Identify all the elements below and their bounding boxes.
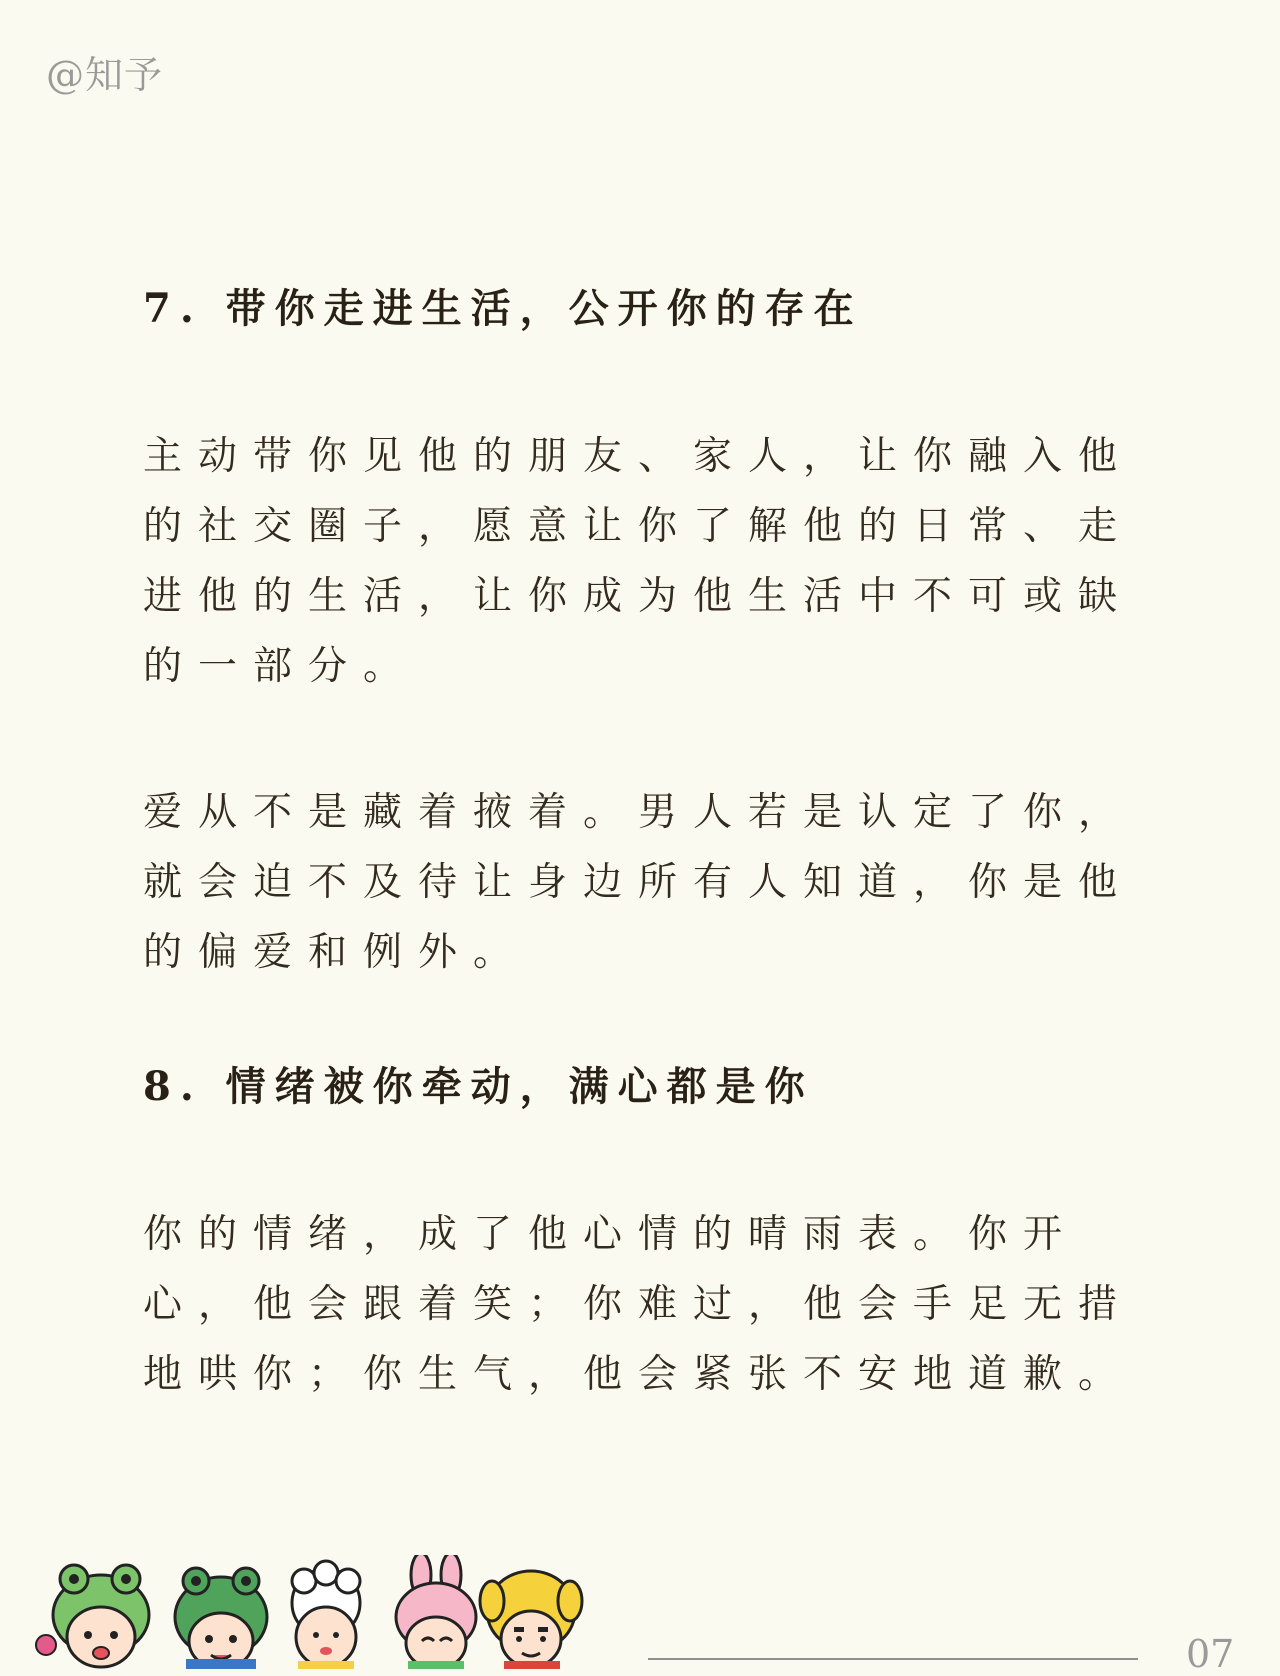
frog-hat-boy-icon	[175, 1568, 267, 1669]
dog-hat-kid-icon	[480, 1571, 582, 1669]
text-line: 主动带你见他的朋友、家人，让你融入他	[143, 434, 1134, 479]
text-line: 你的情绪，成了他心情的晴雨表。你开	[143, 1212, 1079, 1257]
cartoon-characters-illustration	[26, 1555, 601, 1669]
section-heading-7: 7. 带你走进生活，公开你的存在	[143, 285, 863, 332]
article-body	[143, 270, 1143, 1410]
paragraph-7-1	[143, 422, 1143, 702]
watermark: @知予	[46, 53, 164, 97]
text-line: 的偏爱和例外。	[143, 930, 529, 975]
text-line: 进他的生活，让你成为他生活中不可或缺	[143, 574, 1134, 619]
footer-divider	[648, 1658, 1138, 1660]
text-line: 心，他会跟着笑；你难过，他会手足无措	[143, 1282, 1134, 1327]
text-line: 的社交圈子，愿意让你了解他的日常、走	[143, 504, 1134, 549]
page-number: 07	[1186, 1632, 1235, 1676]
section-heading-8: 8. 情绪被你牵动，满心都是你	[143, 1063, 814, 1110]
text-line: 爱从不是藏着掖着。男人若是认定了你，	[143, 790, 1134, 835]
paragraph-7-2	[143, 778, 1143, 988]
bunny-hat-kid-icon	[396, 1555, 476, 1669]
text-line: 地哄你；你生气，他会紧张不安地道歉。	[143, 1352, 1134, 1397]
text-line: 就会迫不及待让身边所有人知道，你是他	[143, 860, 1134, 905]
paragraph-8-1	[143, 1200, 1143, 1410]
text-line: 的一部分。	[143, 644, 419, 689]
sheep-hat-kid-icon	[292, 1561, 360, 1669]
frog-hat-girl-icon	[36, 1565, 149, 1667]
